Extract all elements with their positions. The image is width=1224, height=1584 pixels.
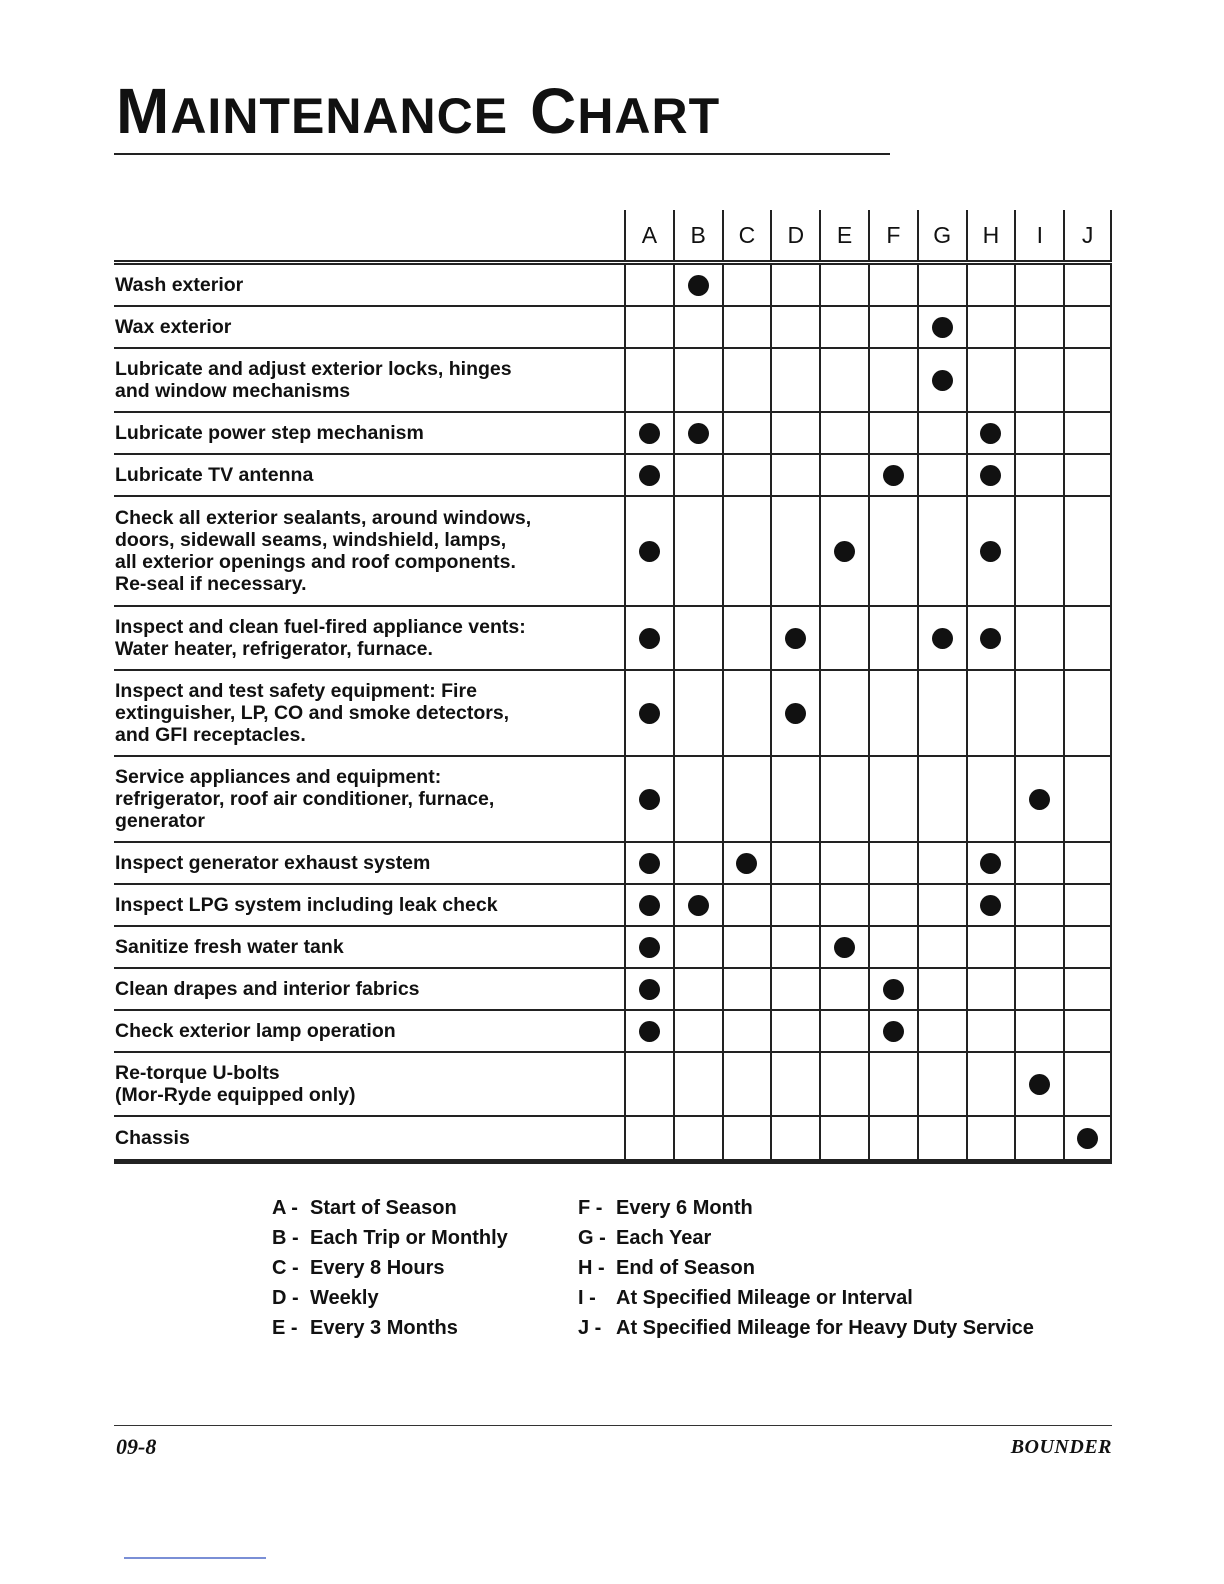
table-row xyxy=(114,927,1112,969)
cell-a xyxy=(624,413,673,453)
legend-label: Start of Season xyxy=(310,1197,457,1219)
legend-label: Each Trip or Monthly xyxy=(310,1227,508,1249)
cell-f xyxy=(868,1053,917,1115)
cell-h xyxy=(966,349,1015,411)
cell-f xyxy=(868,307,917,347)
legend-label: Every 8 Hours xyxy=(310,1257,445,1279)
column-header-g: G xyxy=(917,210,966,260)
cell-b xyxy=(673,455,722,495)
cell-e xyxy=(819,1053,868,1115)
table-row xyxy=(114,413,1112,455)
legend-label: Every 6 Month xyxy=(616,1197,753,1219)
cell-f xyxy=(868,1117,917,1159)
schedule-mark-dot xyxy=(639,628,660,649)
cell-c xyxy=(722,349,771,411)
cell-c xyxy=(722,671,771,755)
cell-a xyxy=(624,1117,673,1159)
cell-d xyxy=(770,455,819,495)
cell-b xyxy=(673,265,722,305)
cell-e xyxy=(819,265,868,305)
schedule-mark-dot xyxy=(1029,1074,1050,1095)
cell-a xyxy=(624,757,673,841)
cell-i xyxy=(1014,1053,1063,1115)
legend-key: E - xyxy=(272,1317,298,1339)
legend-key: G - xyxy=(578,1227,606,1249)
cell-f xyxy=(868,455,917,495)
cell-e xyxy=(819,307,868,347)
cell-d xyxy=(770,843,819,883)
cell-e xyxy=(819,497,868,605)
cell-c xyxy=(722,843,771,883)
cell-b xyxy=(673,757,722,841)
cell-f xyxy=(868,265,917,305)
cell-d xyxy=(770,757,819,841)
cell-d xyxy=(770,607,819,669)
cell-a xyxy=(624,843,673,883)
legend-label: Weekly xyxy=(310,1287,379,1309)
table-row xyxy=(114,1011,1112,1053)
cell-i xyxy=(1014,455,1063,495)
task-label: Check exterior lamp operation xyxy=(115,1020,396,1042)
cell-c xyxy=(722,1117,771,1159)
cell-d xyxy=(770,265,819,305)
schedule-mark-dot xyxy=(639,1021,660,1042)
legend-item xyxy=(578,1193,1034,1223)
cell-g xyxy=(917,497,966,605)
cell-a xyxy=(624,455,673,495)
cell-e xyxy=(819,885,868,925)
legend-label: At Specified Mileage or Interval xyxy=(616,1287,913,1309)
task-label: Lubricate and adjust exterior locks, hinges and window mechanisms xyxy=(115,358,512,402)
cell-i xyxy=(1014,671,1063,755)
cell-f xyxy=(868,1011,917,1051)
cell-i xyxy=(1014,969,1063,1009)
table-row xyxy=(114,607,1112,671)
cell-g xyxy=(917,455,966,495)
schedule-mark-dot xyxy=(980,853,1001,874)
cell-a xyxy=(624,607,673,669)
cell-i xyxy=(1014,497,1063,605)
cell-e xyxy=(819,607,868,669)
cell-j xyxy=(1063,927,1112,967)
schedule-mark-dot xyxy=(639,541,660,562)
task-label: Lubricate TV antenna xyxy=(115,464,314,486)
brand-name: BOUNDER xyxy=(1010,1436,1112,1458)
cell-i xyxy=(1014,1117,1063,1159)
column-header-c: C xyxy=(722,210,771,260)
cell-e xyxy=(819,1117,868,1159)
cell-h xyxy=(966,671,1015,755)
cell-b xyxy=(673,307,722,347)
cell-h xyxy=(966,265,1015,305)
schedule-mark-dot xyxy=(932,628,953,649)
schedule-mark-dot xyxy=(883,1021,904,1042)
cell-c xyxy=(722,1011,771,1051)
cell-b xyxy=(673,349,722,411)
cell-f xyxy=(868,413,917,453)
cell-f xyxy=(868,349,917,411)
column-header-row xyxy=(114,210,1112,260)
cell-e xyxy=(819,455,868,495)
cell-b xyxy=(673,1117,722,1159)
cell-j xyxy=(1063,1011,1112,1051)
schedule-mark-dot xyxy=(883,979,904,1000)
table-row xyxy=(114,671,1112,757)
cell-b xyxy=(673,607,722,669)
legend-item xyxy=(272,1193,508,1223)
cell-i xyxy=(1014,349,1063,411)
cell-h xyxy=(966,1011,1015,1051)
task-label: Inspect and clean fuel-fired appliance vents: Water heater, refrigerator, furnace. xyxy=(115,616,526,660)
cell-j xyxy=(1063,497,1112,605)
cell-g xyxy=(917,1011,966,1051)
cell-g xyxy=(917,307,966,347)
cell-g xyxy=(917,265,966,305)
title-divider xyxy=(114,153,890,155)
legend-item xyxy=(578,1283,1034,1313)
column-header-d: D xyxy=(770,210,819,260)
legend-item xyxy=(272,1313,508,1343)
cell-e xyxy=(819,927,868,967)
cell-c xyxy=(722,497,771,605)
cell-d xyxy=(770,1117,819,1159)
task-label: Check all exterior sealants, around windows, doors, sidewall seams, windshield, lamps, all exterior openings and roof components. Re-seal if necessary. xyxy=(115,507,532,595)
cell-d xyxy=(770,969,819,1009)
cell-j xyxy=(1063,969,1112,1009)
cell-h xyxy=(966,843,1015,883)
cell-d xyxy=(770,413,819,453)
cell-d xyxy=(770,497,819,605)
cell-j xyxy=(1063,1053,1112,1115)
cell-g xyxy=(917,757,966,841)
table-row xyxy=(114,843,1112,885)
cell-i xyxy=(1014,413,1063,453)
cell-i xyxy=(1014,927,1063,967)
cell-g xyxy=(917,413,966,453)
cell-a xyxy=(624,349,673,411)
cell-h xyxy=(966,307,1015,347)
column-header-j: J xyxy=(1063,210,1112,260)
cell-a xyxy=(624,1011,673,1051)
cell-a xyxy=(624,969,673,1009)
cell-a xyxy=(624,1053,673,1115)
cell-c xyxy=(722,969,771,1009)
table-row xyxy=(114,757,1112,843)
cell-c xyxy=(722,1053,771,1115)
cell-d xyxy=(770,349,819,411)
task-label: Sanitize fresh water tank xyxy=(115,936,344,958)
table-row xyxy=(114,265,1112,307)
column-header-f: F xyxy=(868,210,917,260)
cell-d xyxy=(770,927,819,967)
cell-g xyxy=(917,927,966,967)
task-label: Re-torque U-bolts (Mor-Ryde equipped only) xyxy=(115,1062,356,1106)
cell-a xyxy=(624,671,673,755)
cell-b xyxy=(673,927,722,967)
task-label: Service appliances and equipment: refrigerator, roof air conditioner, furnace, generator xyxy=(115,766,495,832)
cell-b xyxy=(673,1011,722,1051)
cell-g xyxy=(917,349,966,411)
cell-j xyxy=(1063,413,1112,453)
cell-f xyxy=(868,671,917,755)
table-row xyxy=(114,307,1112,349)
cell-g xyxy=(917,671,966,755)
cell-j xyxy=(1063,265,1112,305)
cell-i xyxy=(1014,885,1063,925)
table-row xyxy=(114,1053,1112,1117)
schedule-mark-dot xyxy=(980,423,1001,444)
legend-item xyxy=(578,1313,1034,1343)
cell-i xyxy=(1014,843,1063,883)
cell-i xyxy=(1014,757,1063,841)
cell-g xyxy=(917,1117,966,1159)
decorative-line xyxy=(124,1557,266,1559)
table-row xyxy=(114,1117,1112,1159)
cell-g xyxy=(917,885,966,925)
cell-b xyxy=(673,885,722,925)
table-row xyxy=(114,497,1112,607)
cell-g xyxy=(917,607,966,669)
cell-f xyxy=(868,969,917,1009)
legend-item xyxy=(578,1223,1034,1253)
maintenance-chart-table xyxy=(114,210,1112,1161)
cell-h xyxy=(966,969,1015,1009)
cell-f xyxy=(868,497,917,605)
schedule-mark-dot xyxy=(639,423,660,444)
legend-key: I - xyxy=(578,1287,596,1309)
cell-d xyxy=(770,1053,819,1115)
table-bottom-divider xyxy=(114,1160,1112,1164)
schedule-mark-dot xyxy=(834,541,855,562)
page-title: MAINTENANCE CHART xyxy=(116,75,721,147)
cell-c xyxy=(722,607,771,669)
cell-g xyxy=(917,1053,966,1115)
cell-h xyxy=(966,455,1015,495)
cell-j xyxy=(1063,1117,1112,1159)
legend-label: Each Year xyxy=(616,1227,712,1249)
cell-h xyxy=(966,607,1015,669)
cell-c xyxy=(722,307,771,347)
cell-g xyxy=(917,843,966,883)
cell-b xyxy=(673,413,722,453)
schedule-mark-dot xyxy=(639,895,660,916)
cell-h xyxy=(966,757,1015,841)
legend-label: End of Season xyxy=(616,1257,755,1279)
schedule-mark-dot xyxy=(785,703,806,724)
cell-d xyxy=(770,1011,819,1051)
cell-a xyxy=(624,497,673,605)
cell-c xyxy=(722,757,771,841)
schedule-mark-dot xyxy=(980,628,1001,649)
legend-key: F - xyxy=(578,1197,603,1219)
cell-e xyxy=(819,671,868,755)
legend-key: D - xyxy=(272,1287,299,1309)
schedule-mark-dot xyxy=(980,465,1001,486)
schedule-mark-dot xyxy=(688,895,709,916)
cell-j xyxy=(1063,307,1112,347)
cell-e xyxy=(819,757,868,841)
legend-item xyxy=(272,1253,508,1283)
legend-key: J - xyxy=(578,1317,602,1339)
task-label: Wash exterior xyxy=(115,274,244,296)
cell-b xyxy=(673,671,722,755)
cell-j xyxy=(1063,455,1112,495)
cell-e xyxy=(819,413,868,453)
cell-d xyxy=(770,885,819,925)
cell-b xyxy=(673,497,722,605)
legend-item xyxy=(272,1283,508,1313)
schedule-mark-dot xyxy=(688,275,709,296)
cell-i xyxy=(1014,307,1063,347)
cell-j xyxy=(1063,671,1112,755)
cell-i xyxy=(1014,607,1063,669)
schedule-mark-dot xyxy=(980,541,1001,562)
schedule-mark-dot xyxy=(639,789,660,810)
cell-i xyxy=(1014,265,1063,305)
legend-item xyxy=(578,1253,1034,1283)
column-header-a: A xyxy=(624,210,673,260)
cell-j xyxy=(1063,349,1112,411)
cell-c xyxy=(722,455,771,495)
cell-j xyxy=(1063,885,1112,925)
table-row xyxy=(114,455,1112,497)
legend-key: C - xyxy=(272,1257,299,1279)
cell-f xyxy=(868,757,917,841)
cell-e xyxy=(819,969,868,1009)
cell-h xyxy=(966,497,1015,605)
table-row xyxy=(114,349,1112,413)
legend-right xyxy=(578,1193,1034,1343)
legend-key: H - xyxy=(578,1257,605,1279)
schedule-mark-dot xyxy=(639,979,660,1000)
schedule-mark-dot xyxy=(932,317,953,338)
cell-c xyxy=(722,885,771,925)
cell-h xyxy=(966,1053,1015,1115)
schedule-mark-dot xyxy=(1077,1128,1098,1149)
cell-h xyxy=(966,885,1015,925)
task-label: Clean drapes and interior fabrics xyxy=(115,978,420,1000)
cell-e xyxy=(819,1011,868,1051)
schedule-mark-dot xyxy=(639,465,660,486)
cell-f xyxy=(868,885,917,925)
cell-j xyxy=(1063,843,1112,883)
legend-label: Every 3 Months xyxy=(310,1317,458,1339)
cell-f xyxy=(868,607,917,669)
cell-h xyxy=(966,927,1015,967)
cell-c xyxy=(722,265,771,305)
task-label: Inspect and test safety equipment: Fire extinguisher, LP, CO and smoke detectors, and GFI receptacles. xyxy=(115,680,510,746)
cell-a xyxy=(624,265,673,305)
cell-j xyxy=(1063,757,1112,841)
legend-key: B - xyxy=(272,1227,299,1249)
task-label: Inspect generator exhaust system xyxy=(115,852,431,874)
cell-b xyxy=(673,843,722,883)
schedule-mark-dot xyxy=(834,937,855,958)
task-label: Chassis xyxy=(115,1127,190,1149)
schedule-mark-dot xyxy=(639,937,660,958)
task-label: Inspect LPG system including leak check xyxy=(115,894,498,916)
footer-divider xyxy=(114,1425,1112,1426)
cell-c xyxy=(722,927,771,967)
cell-a xyxy=(624,927,673,967)
cell-h xyxy=(966,1117,1015,1159)
cell-e xyxy=(819,349,868,411)
cell-f xyxy=(868,927,917,967)
schedule-mark-dot xyxy=(688,423,709,444)
task-label: Wax exterior xyxy=(115,316,232,338)
legend-left xyxy=(272,1193,508,1343)
cell-g xyxy=(917,969,966,1009)
legend-label: At Specified Mileage for Heavy Duty Service xyxy=(616,1317,1034,1339)
column-header-i: I xyxy=(1014,210,1063,260)
cell-c xyxy=(722,413,771,453)
cell-a xyxy=(624,885,673,925)
cell-b xyxy=(673,969,722,1009)
schedule-mark-dot xyxy=(639,853,660,874)
column-header-h: H xyxy=(966,210,1015,260)
schedule-mark-dot xyxy=(785,628,806,649)
column-header-b: B xyxy=(673,210,722,260)
legend-key: A - xyxy=(272,1197,298,1219)
schedule-mark-dot xyxy=(639,703,660,724)
cell-b xyxy=(673,1053,722,1115)
schedule-mark-dot xyxy=(883,465,904,486)
cell-h xyxy=(966,413,1015,453)
column-header-e: E xyxy=(819,210,868,260)
page-number: 09-8 xyxy=(116,1434,157,1459)
cell-i xyxy=(1014,1011,1063,1051)
task-label: Lubricate power step mechanism xyxy=(115,422,424,444)
cell-d xyxy=(770,671,819,755)
table-row xyxy=(114,969,1112,1011)
cell-d xyxy=(770,307,819,347)
cell-e xyxy=(819,843,868,883)
cell-a xyxy=(624,307,673,347)
schedule-mark-dot xyxy=(932,370,953,391)
schedule-mark-dot xyxy=(736,853,757,874)
cell-f xyxy=(868,843,917,883)
table-row xyxy=(114,885,1112,927)
schedule-mark-dot xyxy=(980,895,1001,916)
legend-item xyxy=(272,1223,508,1253)
cell-j xyxy=(1063,607,1112,669)
chart-rows xyxy=(114,265,1112,1161)
schedule-mark-dot xyxy=(1029,789,1050,810)
